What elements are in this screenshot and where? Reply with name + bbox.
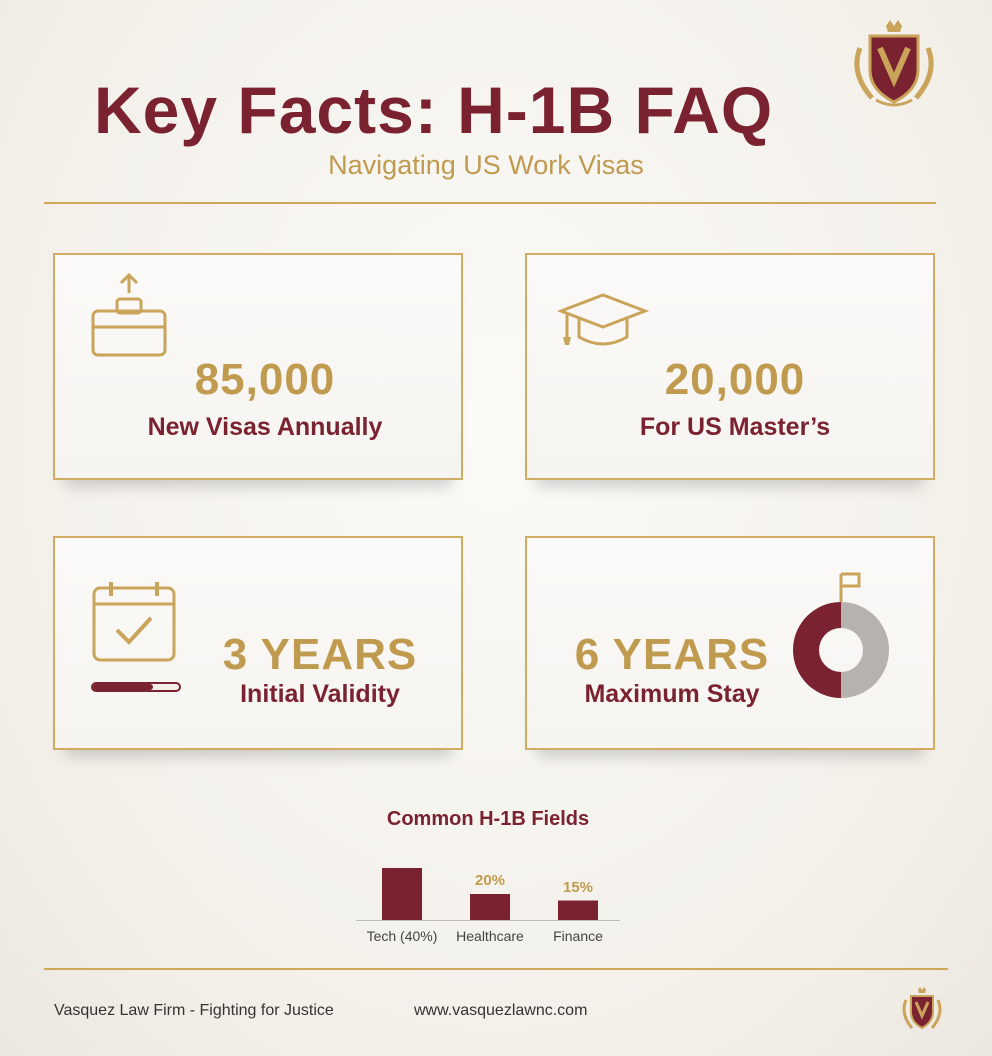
fact-value: 20,000 (664, 355, 806, 404)
chart-tick-label: Healthcare (456, 928, 524, 944)
fact-card-masters (525, 253, 935, 480)
chart-bar (558, 901, 598, 921)
fact-card-initial-validity (53, 536, 463, 750)
chart-bar (470, 894, 510, 920)
graduation-cap-icon (557, 291, 649, 356)
page-subtitle: Navigating US Work Visas (328, 150, 644, 180)
fact-label: Maximum Stay (584, 680, 760, 708)
page-title: Key Facts: H-1B FAQ (94, 73, 774, 147)
footer-firm-name: Vasquez Law Firm - Fighting for Justice (54, 1002, 334, 1019)
fact-label: Initial Validity (240, 680, 400, 708)
fact-value: 3 YEARS (222, 630, 418, 679)
footer-crest-logo (898, 986, 946, 1034)
fact-value: 85,000 (194, 355, 336, 404)
chart-tick-label: Finance (553, 928, 603, 944)
fact-label: New Visas Annually (147, 413, 383, 441)
fields-bar-chart (356, 840, 626, 950)
fact-label: For US Master’s (639, 413, 831, 441)
calendar-check-icon (91, 580, 177, 669)
donut-flag-icon (789, 568, 893, 713)
chart-data-label: 15% (562, 878, 594, 896)
law-firm-crest-logo (842, 18, 946, 114)
briefcase-icon (89, 273, 169, 364)
fact-card-new-visas (53, 253, 463, 480)
header-divider (44, 202, 936, 204)
validity-progress-bar (91, 682, 181, 692)
chart-data-label: 20% (474, 872, 506, 889)
chart-bar (382, 868, 422, 920)
fact-card-maximum-stay (525, 536, 935, 750)
chart-title: Common H-1B Fields (386, 808, 590, 830)
footer-website-link[interactable]: www.vasquezlawnc.com (414, 1002, 588, 1019)
chart-tick-label: Tech (40%) (366, 928, 438, 944)
footer-divider (44, 968, 948, 970)
fact-value: 6 YEARS (574, 630, 770, 679)
